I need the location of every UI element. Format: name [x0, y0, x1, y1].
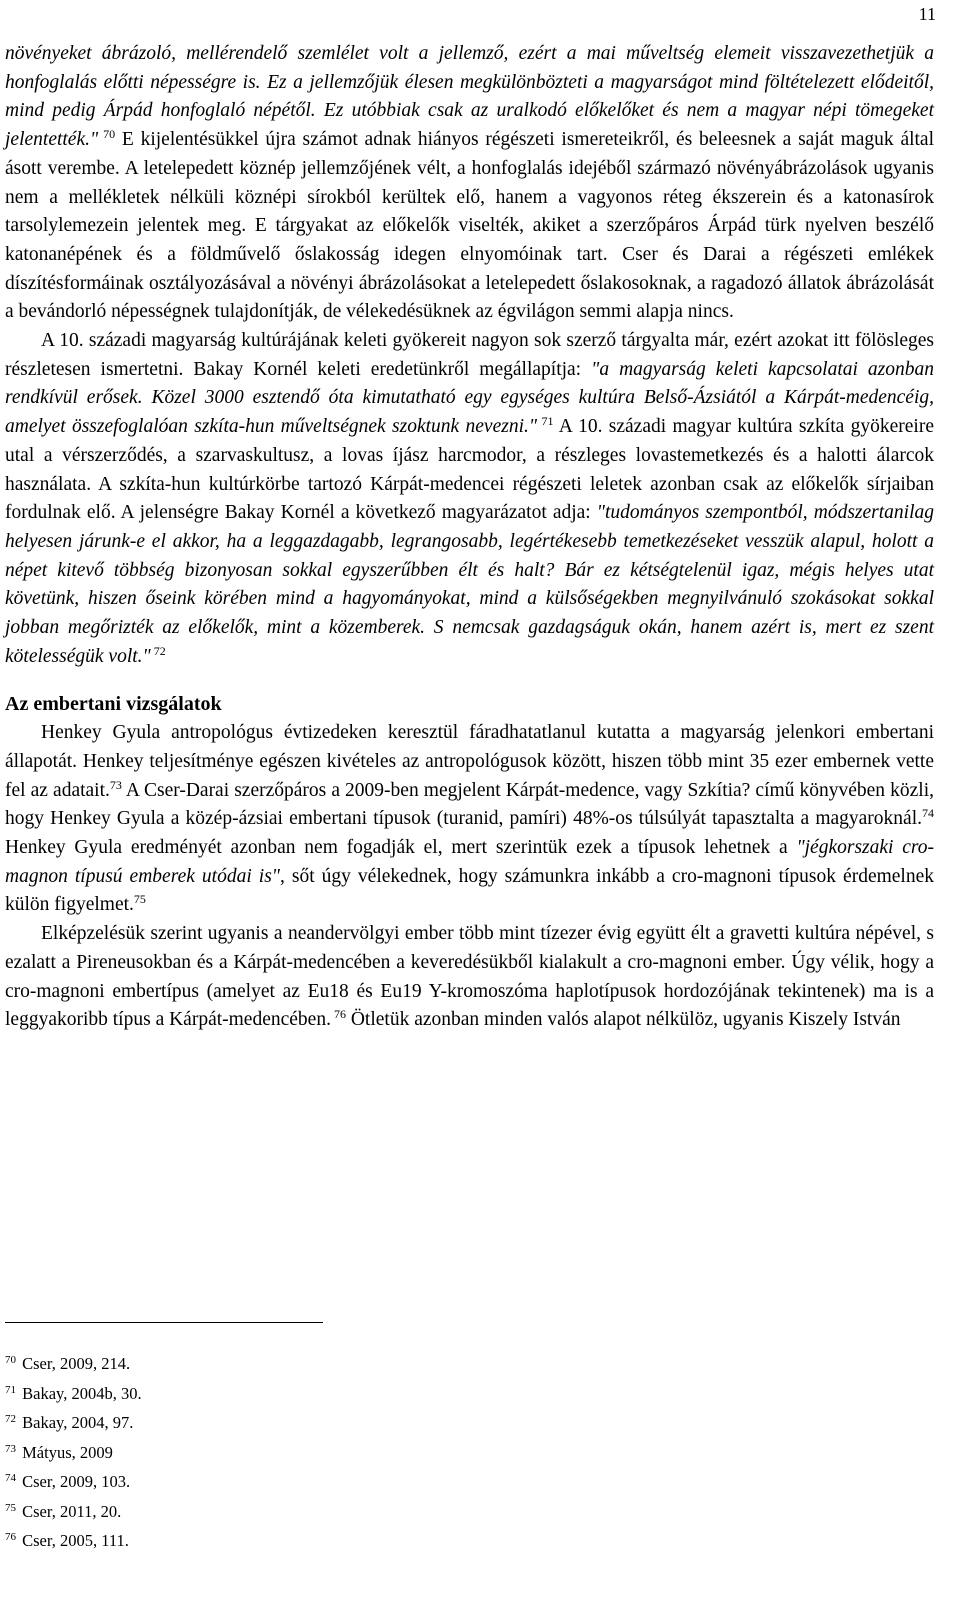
footnote-item	[5, 1438, 142, 1468]
footnotes	[5, 1349, 142, 1556]
body-text: , sőt úgy vélekednek, hogy számunkra inkább a cro-magnoni típusok érdemelnek külön figyelmet.	[5, 865, 934, 916]
footnote-number: 70	[5, 1354, 16, 1366]
footnote-text: Cser, 2009, 214.	[22, 1354, 131, 1373]
document-body	[5, 40, 934, 1035]
footnote-text: Mátyus, 2009	[22, 1442, 113, 1462]
quote-text: növényeket ábrázoló, mellérendelő szemlélet volt a jellemző, ezért a mai műveltség elemeit visszavezethetjük a honfoglalás előtti népességre is. Ez a jellemzőjük élesen megkülönbözteti a magyarságot mind föltételezett elődeitől, mind pedig Árpád honfoglaló népétől. Ez utóbbiak csak az uralkodó előkelőket és nem a magyar népi tömegeket jelentették."	[5, 43, 934, 151]
footnote-item	[5, 1467, 142, 1497]
body-text: Elképzelésük szerint ugyanis a neandervölgyi ember több mint tízezer évig együtt élt a gravetti kultúra népével, s ezalatt a Pireneusokban és a Kárpát-medencében a keveredésükből kialakult a cro-magnoni ember. Úgy vélik, hogy a cro-magnoni embertípus (amelyet az Eu18 és Eu19 Y-kromoszóma haplotípusok hordozójának tekintenek) ma is a leggyakoribb típus a Kárpát-medencében.	[5, 923, 934, 1031]
footnote-text: Cser, 2005, 111.	[22, 1531, 129, 1550]
body-text: Ötletük azonban minden valós alapot nélkülöz, ugyanis Kiszely István	[345, 1009, 901, 1031]
quote-text: "a magyarság keleti kapcsolatai azonban rendkívül erősek. Közel 3000 esztendő óta kimutatható egy egységes kultúra Belső-Ázsiától a Kárpát-medencéig, amelyet összefoglalóan szkíta-hun műveltségnek szoktunk nevezni."	[5, 358, 935, 438]
footnote-ref: 71	[537, 414, 554, 429]
body-text: A 10. századi magyarság kultúrájának keleti gyökereit nagyon sok szerző tárgyalta már, ezért azokat itt fölösleges részletesen ismertetni. Bakay Kornél keleti eredetünkről megállapítja:	[5, 330, 934, 380]
footnote-ref: 70	[98, 127, 116, 142]
body-text: E kijelentésükkel újra számot adnak hiányos régészeti ismereteikről, és beleesnek a saját maguk által ásott verembe. A letelepedett köznép jellemzőjének vélt, a honfoglalás idejéből származó növényábrázolások ugyanis nem a mellékletek nélküli köznépi sírokból kerültek elő, hanem a vagyonos réteg ékszerein és a katonasírok tarsolylemezein jelentek meg. E tárgyakat az előkelők viselték, akiket a szerzőpáros Árpád türk nyelven beszélő katonanépének és a földművelő őslakosság idegen elnyomóinak tart. Cser és Darai a régészeti emlékek díszítésformáinak osztályozásával a növényi ábrázolásokat a letelepedett őslakosoknak, a ragadozó állatok ábrázolását a bevándorló népességnek tulajdonítják, de vélekedésüknek az égvilágon semmi alapja nincs.	[5, 129, 935, 323]
paragraph	[5, 327, 934, 671]
body-text: A 10. századi magyar kultúra szkíta gyökereire utal a vérszerződés, a szarvaskultusz, a lovas íjász harcmodor, a részleges lovastemetkezés és a halotti álarcok használata. A szkíta-hun kultúrkörbe tartozó Kárpát-medencei régészeti leletek azonban csak az előkelők sírjaiban fordulnak elő. A jelenségre Bakay Kornél a következő magyarázatot adja:	[5, 416, 934, 524]
footnote-item	[5, 1349, 142, 1379]
footnote-text: Cser, 2009, 103.	[22, 1472, 131, 1491]
section-heading: Az embertani vizsgálatok	[5, 693, 222, 716]
footnote-ref: 76	[330, 1007, 346, 1022]
body-text: A Cser-Darai szerzőpáros a 2009-ben megjelent Kárpát-medence, vagy Szkítia? című könyvében közli, hogy Henkey Gyula a közép-ázsiai embertani típusok (turanid, pamíri) 48%-os túlsúlyát tapasztalta a magyaroknál.	[5, 779, 934, 830]
footnote-text: Bakay, 2004b, 30.	[22, 1383, 142, 1403]
footnote-separator	[5, 1322, 323, 1323]
footnote-ref: 75	[133, 892, 146, 907]
footnote-text: Cser, 2011, 20.	[22, 1501, 122, 1521]
body-text: Henkey Gyula antropológus évtizedeken keresztül fáradhatatlanul kutatta a magyarság jelenkori embertani állapotát. Henkey teljesítménye egészen kivételes az antropológusok között, hiszen több mint 35 ezer embernek vette fel az adatait.	[5, 722, 934, 801]
paragraphs-before-heading	[5, 40, 934, 671]
footnote-number: 71	[5, 1383, 16, 1396]
footnote-number: 76	[5, 1531, 16, 1543]
page-number: 11	[918, 4, 936, 24]
footnote-number: 74	[5, 1472, 16, 1484]
quote-text: "tudományos szempontból, módszertanilag helyesen járunk-e el akkor, ha a leggazdagabb, legrangosabb, legértékesebb temetkezéseket vesszük alapul, holott a népet kitevő többség bizonyosan sokkal egyszerűbben élt és halt? Bár ez kétségtelenül igaz, mégis helyes utat követünk, hiszen őseink körében mind a hagyományokat, mind a külsőségekben megnyilvánuló szokásokat sokkal jobban megőrizték az előkelők, mint a közemberek. S nemcsak gazdagságuk okán, hanem azért is, mert ez szent kötelességük volt."	[5, 502, 934, 667]
footnote-item	[5, 1408, 142, 1438]
footnote-text: Bakay, 2004, 97.	[22, 1413, 134, 1432]
paragraph	[5, 719, 934, 920]
footnote-number: 73	[5, 1442, 16, 1455]
footnote-item	[5, 1379, 142, 1409]
footnote-number: 75	[5, 1501, 16, 1514]
footnote-item	[5, 1526, 142, 1556]
footnote-ref: 74	[922, 806, 934, 821]
paragraph	[5, 40, 934, 327]
body-text: Henkey Gyula eredményét azonban nem fogadják el, mert szerintük ezek a típusok lehetnek a	[5, 836, 797, 858]
footnote-number: 72	[5, 1413, 16, 1425]
paragraphs-after-heading	[5, 719, 934, 1035]
quote-text: "jégkorszaki cro-magnon típusú emberek utódai is"	[5, 836, 934, 887]
footnote-ref: 73	[109, 777, 122, 792]
footnote-ref: 72	[150, 643, 166, 658]
footnote-item	[5, 1497, 142, 1527]
paragraph	[5, 920, 934, 1035]
